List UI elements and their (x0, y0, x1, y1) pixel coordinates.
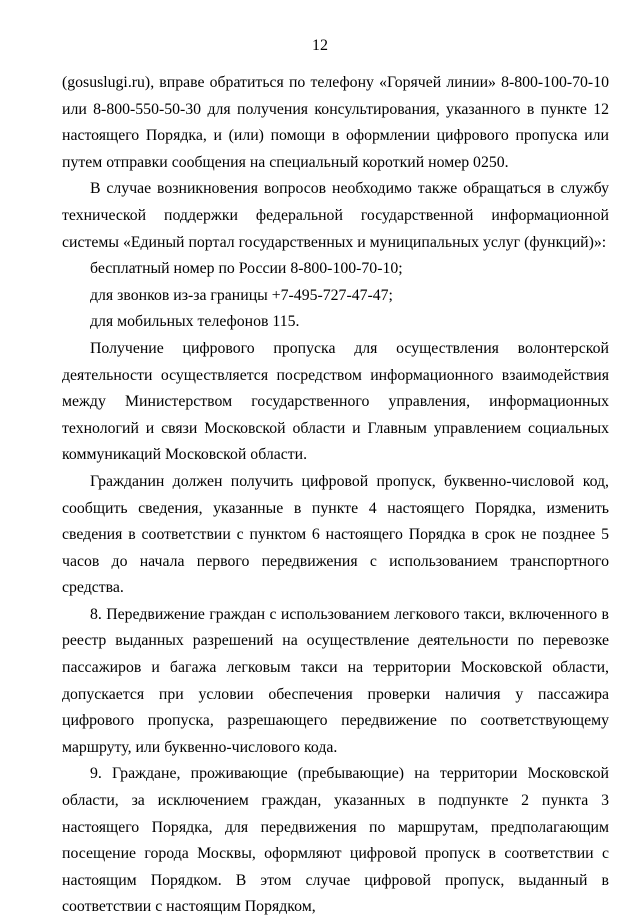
paragraph-citizen: Гражданин должен получить цифровой пропуск, буквенно-числовой код, сообщить сведения, указанные в пункте 4 настоящего Порядка, изменить сведения в соответствии с пунктом 6 настоящего Порядка в срок не позднее 5 часов до начала первого передвижения с использованием транспортного средства. (62, 472, 609, 597)
page-number: 12 (312, 37, 328, 54)
document-body (62, 70, 609, 921)
phone-abroad: для звонков из-за границы +7-495-727-47-47; (90, 286, 393, 304)
paragraph-hotline: (gosuslugi.ru), вправе обратиться по телефону «Горячей линии» 8-800-100-70-10 или 8-800-550-50-30 для получения консультирования, указанного в пункте 12 настоящего Порядка, и (или) помощи в оформлении цифрового пропуска или путем отправки сообщения на специальный короткий номер 0250. (62, 74, 609, 171)
paragraph-item-9: 9. Граждане, проживающие (пребывающие) на территории Московской области, за исключением граждан, указанных в подпункте 2 пункта 3 настоящего Порядка, для передвижения по маршрутам, предполагающим посещение города Москвы, оформляют цифровой пропуск в соответствии с настоящим Порядком. В этом случае цифровой пропуск, выданный в соответствии с настоящим Порядком, (62, 765, 609, 916)
paragraph-item-8: 8. Передвижение граждан с использованием легкового такси, включенного в реестр выданных разрешений на осуществление деятельности по перевозке пассажиров и багажа легковым такси на территории Московской области, допускается при условии обеспечения проверки наличия у пассажира цифрового пропуска, разрешающего передвижение по соответствующему маршруту, или буквенно-числового кода. (62, 605, 609, 756)
paragraph-volunteer: Получение цифрового пропуска для осуществления волонтерской деятельности осуществляется посредством информационного взаимодействия между Министерством государственного управления, информационных технологий и связи Московской области и Главным управлением социальных коммуникаций Московской области. (62, 339, 609, 464)
paragraph-support: В случае возникновения вопросов необходимо также обращаться в службу технической поддержки федеральной государственной информационной системы «Единый портал государственных и муниципальных услуг (функций)»: (62, 180, 609, 251)
phone-russia: бесплатный номер по России 8-800-100-70-10; (90, 260, 403, 278)
phone-mobile: для мобильных телефонов 115. (90, 313, 300, 331)
